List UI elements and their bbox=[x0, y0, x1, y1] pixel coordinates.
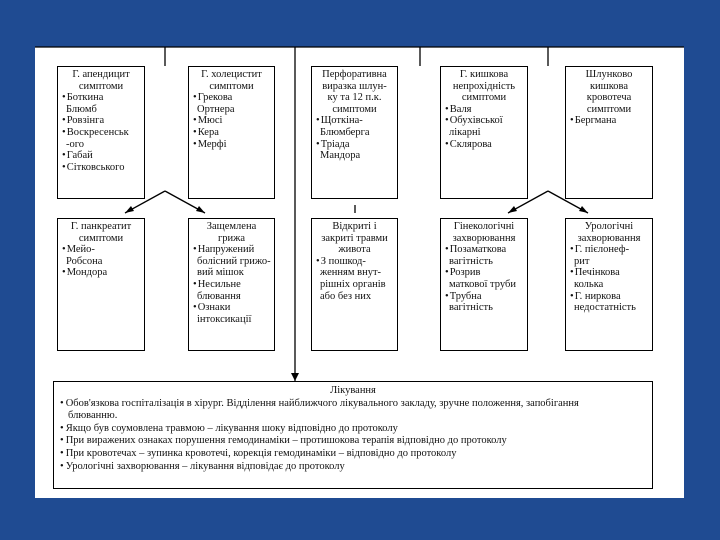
box-title-line: ку та 12 п.к. bbox=[327, 92, 382, 104]
box-abdominal-trauma bbox=[311, 218, 398, 351]
box-item: • Воскресенськ bbox=[62, 127, 140, 139]
box-item: • Ровзінга bbox=[62, 115, 140, 127]
box-item: інтоксикації bbox=[197, 313, 252, 325]
box-item: -ого bbox=[66, 138, 85, 150]
box-title-line: Г. кишкова bbox=[459, 69, 509, 80]
box-title-line: захворювання bbox=[452, 232, 516, 244]
box-title-line: симптоми bbox=[461, 92, 507, 104]
box-item: маткової труби bbox=[449, 278, 516, 290]
box-item: рит bbox=[574, 255, 590, 267]
box-item: • Напружений bbox=[193, 244, 270, 256]
box-item: • Розрив bbox=[445, 267, 523, 279]
box-item: або без них bbox=[320, 290, 372, 302]
box-item: Блюмб bbox=[66, 103, 97, 115]
box-title-line: Урологічні bbox=[584, 221, 634, 232]
box-title-line: Г. панкреатит bbox=[70, 221, 132, 232]
box-title-line: Гінекологічні bbox=[453, 221, 515, 232]
box-title-line: кровотеча bbox=[586, 92, 632, 104]
box-item: колька bbox=[574, 278, 604, 290]
box-perforated-ulcer bbox=[311, 66, 398, 199]
box-title-line: закриті травми bbox=[321, 232, 388, 244]
box-item: • Тріада bbox=[316, 139, 393, 151]
box-title-line: грижа bbox=[217, 232, 246, 244]
box-urological bbox=[565, 218, 653, 351]
box-item: Мандора bbox=[320, 150, 361, 162]
box-appendicitis bbox=[57, 66, 145, 199]
box-title-line: Защемлена bbox=[206, 221, 257, 232]
box-item: Ортнера bbox=[197, 103, 235, 115]
box-item: • Трубна bbox=[445, 291, 523, 303]
box-item: лікарні bbox=[449, 126, 481, 138]
box-item: • Боткина bbox=[62, 92, 140, 104]
box-item: • Кера bbox=[193, 127, 270, 139]
box-item: • Мондора bbox=[62, 267, 140, 279]
box-title-line: Шлунково bbox=[585, 69, 633, 80]
box-title-line: симптоми bbox=[209, 80, 254, 92]
box-item: Робсона bbox=[66, 255, 103, 267]
box-gastric-bleeding bbox=[565, 66, 653, 199]
box-item: • Валя bbox=[445, 104, 523, 116]
box-item: • З пошкод- bbox=[316, 256, 393, 268]
box-item: • Печінкова bbox=[570, 267, 648, 279]
box-title-line: Перфоративна bbox=[322, 69, 387, 80]
treatment-item: блюванню. bbox=[68, 410, 118, 422]
box-item: женням внут- bbox=[320, 267, 382, 279]
box-pancreatitis bbox=[57, 218, 145, 351]
box-item: • Позаматкова bbox=[445, 244, 523, 256]
box-item: • Щоткіна- bbox=[316, 115, 393, 127]
treatment-box bbox=[53, 381, 653, 489]
treatment-item: • При виражених ознаках порушення гемодинаміки – протишокова терапія відповідно до протоколу bbox=[60, 435, 646, 448]
box-item: • Грекова bbox=[193, 92, 270, 104]
box-item: • Сітковського bbox=[62, 162, 140, 174]
box-item: недостатність bbox=[574, 302, 636, 314]
box-item: • Обухівської bbox=[445, 115, 523, 127]
box-title-line: Г. холецистит bbox=[201, 69, 262, 80]
box-item: • Мерфі bbox=[193, 139, 270, 151]
box-bowel-obstruction bbox=[440, 66, 528, 199]
treatment-list bbox=[60, 398, 646, 474]
box-strangulated-hernia bbox=[188, 218, 275, 351]
treatment-item: • Урологічні захворювання – лікування відповідає до протоколу bbox=[60, 461, 646, 474]
box-title-line: Г. апендицит bbox=[72, 69, 130, 80]
box-title-line: симптоми bbox=[78, 232, 124, 244]
box-item: вагітність bbox=[449, 255, 493, 267]
box-title-line: непрохідність bbox=[452, 80, 516, 92]
box-item: • Мюсі bbox=[193, 115, 270, 127]
box-title-line: симптоми bbox=[78, 80, 124, 92]
treatment-item: • При кровотечах – зупинка кровотечі, корекція гемодинаміки – відповідно до протоколу bbox=[60, 448, 646, 461]
box-title-line: симптоми bbox=[586, 103, 632, 115]
box-title-line: кишкова bbox=[589, 80, 629, 92]
treatment-title: Лікування bbox=[330, 385, 376, 396]
box-item: • Г. пієлонеф- bbox=[570, 244, 648, 256]
box-item: болісний грижо- bbox=[197, 255, 271, 267]
box-title-line: живота bbox=[338, 244, 371, 256]
treatment-item: • Якщо був соумовлена травмою – лікування шоку відповідно до протоколу bbox=[60, 423, 646, 436]
box-item: • Г. ниркова bbox=[570, 291, 648, 303]
box-item: • Несильне bbox=[193, 279, 270, 291]
box-item: • Мейо- bbox=[62, 244, 140, 256]
box-item: Блюмберга bbox=[320, 126, 370, 138]
treatment-item: • Обов'язкова госпіталізація в хірург. Відділення найближчого лікувального закладу, зручне положення, запобігання bbox=[60, 398, 646, 411]
box-item: • Склярова bbox=[445, 139, 523, 151]
box-title-line: симптоми bbox=[332, 103, 377, 115]
box-item: • Ознаки bbox=[193, 302, 270, 314]
box-item: • Габай bbox=[62, 150, 140, 162]
box-item: вий мішок bbox=[197, 267, 244, 279]
box-item: блювання bbox=[197, 290, 241, 302]
box-item: • Бергмана bbox=[570, 115, 648, 127]
box-gynecological bbox=[440, 218, 528, 351]
box-item: вагітність bbox=[449, 302, 493, 314]
box-title-line: захворювання bbox=[577, 232, 641, 244]
box-item: рішніх органів bbox=[320, 278, 386, 290]
box-title-line: Відкриті і bbox=[332, 221, 377, 232]
box-cholecystitis bbox=[188, 66, 275, 199]
box-title-line: виразка шлун- bbox=[322, 80, 387, 92]
